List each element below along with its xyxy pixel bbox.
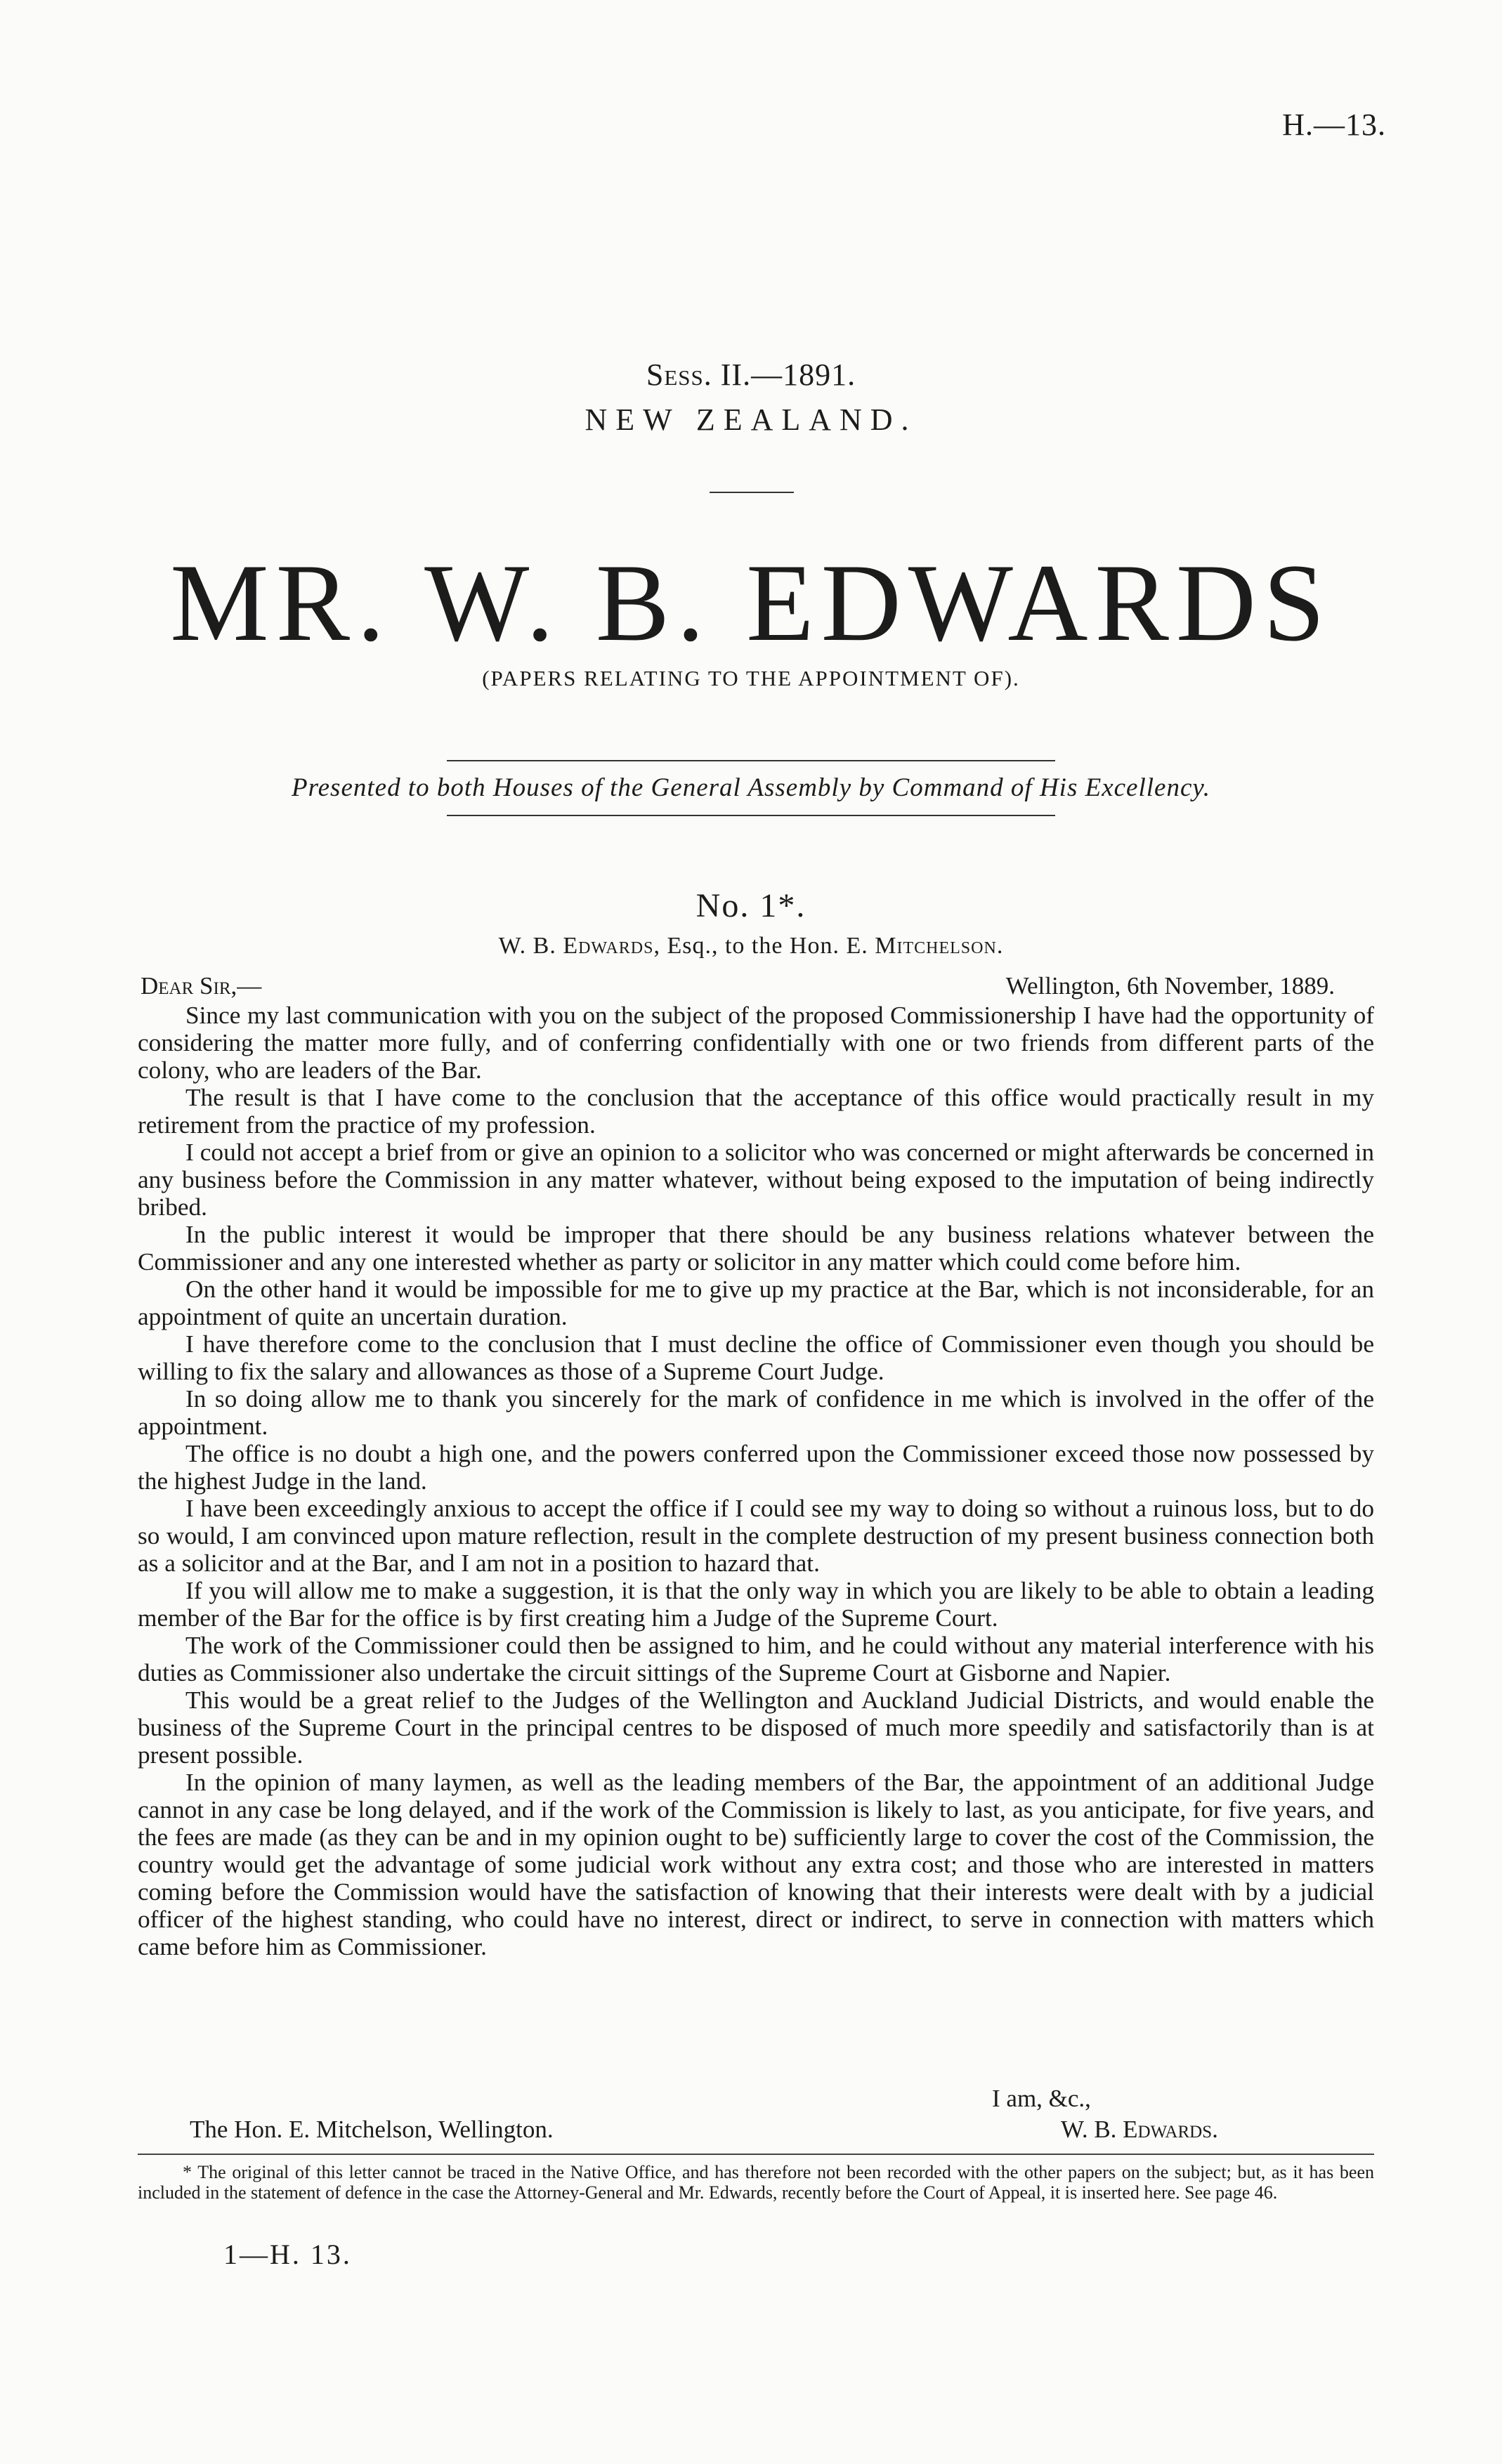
country-heading: NEW ZEALAND. <box>585 402 917 437</box>
document-number: No. 1*. <box>696 887 806 924</box>
paragraph: This would be a great relief to the Judges of the Wellington and Auckland Judicial Districts, and would enable the business of the Supreme Court in the principal centres to be disposed of much more speedily and satisfactorily than is at present possible. <box>138 1686 1374 1769</box>
presented-rule-top <box>447 760 1055 761</box>
short-divider <box>710 492 794 493</box>
page-subtitle: (PAPERS RELATING TO THE APPOINTMENT OF). <box>482 666 1020 690</box>
page-title: MR. W. B. EDWARDS <box>170 542 1332 664</box>
presented-line: Presented to both Houses of the General Assembly by Command of His Excellency. <box>292 773 1210 802</box>
salutation: Dear Sir,— <box>141 972 262 1000</box>
page-reference: H.—13. <box>1282 107 1386 142</box>
footnote-divider <box>138 2154 1374 2155</box>
footnote: * The original of this letter cannot be traced in the Native Office, and has therefore not been recorded with the other papers on the subject; but, as it has been included in the statement of defence in the case the Attorney-General and Mr. Edwards, recently before the Court of Appeal, it is inserted here. See page 46. <box>138 2162 1374 2203</box>
closing: I am, &c., <box>992 2085 1091 2112</box>
session-line: Sess. II.—1891. <box>646 358 856 392</box>
paragraph: I have been exceedingly anxious to accept the office if I could see my way to doing so without a ruinous loss, but to do so would, I am convinced upon mature reflection, result in the complete destruction of my present business connection both as a solicitor and at the Bar, and I am not in a position to hazard that. <box>138 1495 1374 1577</box>
paragraph: Since my last communication with you on the subject of the proposed Commissionership I have had the opportunity of considering the matter more fully, and of conferring confidentially with one or two friends from different parts of the colony, who are leaders of the Bar. <box>138 1002 1374 1084</box>
paragraph: The result is that I have come to the conclusion that the acceptance of this office would practically result in my retirement from the practice of my profession. <box>138 1084 1374 1139</box>
letter-body <box>138 1002 1374 1960</box>
from-to-line <box>0 933 1502 959</box>
paragraph: In the public interest it would be improper that there should be any business relations whatever between the Commissioner and any one interested whether as party or solicitor in any matter which could come before him. <box>138 1221 1374 1276</box>
sender-suffix: , Esq., to the Hon. E. <box>653 933 875 959</box>
recipient-name: Mitchelson <box>875 933 997 959</box>
presented-rule-bottom <box>447 815 1055 816</box>
dateline: Wellington, 6th November, 1889. <box>1005 972 1335 1000</box>
paragraph: The office is no doubt a high one, and the powers conferred upon the Commissioner exceed those now possessed by the highest Judge in the land. <box>138 1440 1374 1495</box>
addressee: The Hon. E. Mitchelson, Wellington. <box>190 2116 554 2143</box>
paragraph: On the other hand it would be impossible for me to give up my practice at the Bar, which is not inconsiderable, for an appointment of quite an uncertain duration. <box>138 1276 1374 1330</box>
sender-name: W. B. Edwards <box>498 933 654 959</box>
folio: 1—H. 13. <box>223 2239 352 2270</box>
paragraph: In so doing allow me to thank you sincerely for the mark of confidence in me which is involved in the offer of the appointment. <box>138 1385 1374 1440</box>
paragraph: I could not accept a brief from or give an opinion to a solicitor who was concerned or might afterwards be concerned in any business before the Commission in any matter whatever, without being exposed to the imputation of being indirectly bribed. <box>138 1139 1374 1221</box>
paragraph: I have therefore come to the conclusion that I must decline the office of Commissioner even though you should be willing to fix the salary and allowances as those of a Supreme Court Judge. <box>138 1330 1374 1385</box>
paragraph: In the opinion of many laymen, as well as the leading members of the Bar, the appointment of an additional Judge cannot in any case be long delayed, and if the work of the Commission is likely to last, as you anticipate, for five years, and the fees are made (as they can be and in my opinion ought to be) sufficiently large to cover the cost of the Commission, the country would get the advantage of some judicial work without any extra cost; and those who are interested in matters coming before the Commission would have the satisfaction of knowing that their interests were dealt with by a judicial officer of the highest standing, who could have no interest, direct or indirect, to serve in connection with matters which came before him as Commissioner. <box>138 1769 1374 1960</box>
recipient-suffix: . <box>996 933 1004 959</box>
signature: W. B. Edwards. <box>1061 2116 1218 2143</box>
paragraph: If you will allow me to make a suggestion, it is that the only way in which you are likely to be able to obtain a leading member of the Bar for the office is by first creating him a Judge of the Supreme Court. <box>138 1577 1374 1632</box>
paragraph: The work of the Commissioner could then be assigned to him, and he could without any material interference with his duties as Commissioner also undertake the circuit sittings of the Supreme Court at Gisborne and Napier. <box>138 1632 1374 1686</box>
